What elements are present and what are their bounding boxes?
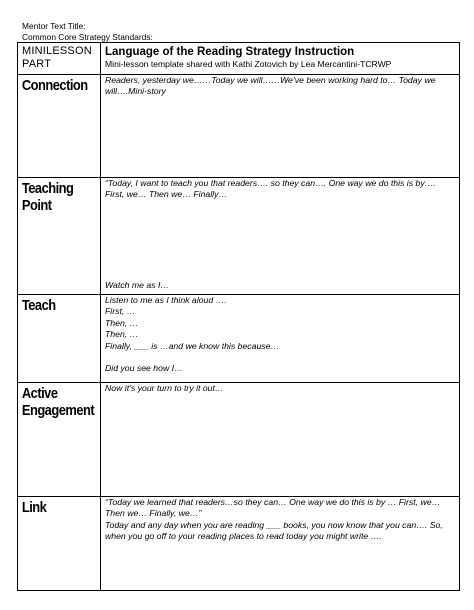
active-engagement-label-line2: Engagement (21, 402, 94, 419)
teach-line-blank (101, 352, 459, 363)
language-header-cell (101, 43, 460, 75)
row-connection (18, 75, 460, 178)
link-label: Link (18, 497, 89, 591)
teach-line: First, … (105, 306, 136, 317)
link-text-2: Today and any day when you are reading ___ books, you now know that you can…. So, when you go off to your reading places to read today you might write …. (105, 519, 443, 542)
teach-line: Finally, ___ is …and we know this because… (105, 340, 280, 351)
teach-line: Then, … (105, 317, 139, 328)
language-header-subtitle: Mini-lesson template shared with Kathi Zotovich by Lea Mercantini-TCRWP (105, 59, 392, 69)
teach-line: Did you see how I… (105, 363, 183, 374)
mentor-text-title-label: Mentor Text Title: (22, 21, 86, 31)
active-engagement-text-cell (101, 383, 460, 497)
row-teaching-point (18, 178, 460, 295)
teaching-point-text: “Today, I want to teach you that readers…. so they can…. One way we do this is by…. First, we… Then we… Finally… (105, 178, 436, 200)
teach-label: Teach (18, 295, 89, 383)
teach-line: Then, … (105, 329, 139, 340)
row-active-engagement (18, 383, 460, 497)
row-link (18, 497, 460, 591)
teaching-point-watch-me: Watch me as I… (105, 279, 170, 290)
standards-label: Common Core Strategy Standards: (22, 32, 153, 42)
active-engagement-label (18, 383, 94, 497)
teaching-point-label-line2: Point (21, 197, 52, 214)
active-engagement-label-line1: Active (21, 385, 58, 402)
connection-text-cell (101, 75, 460, 178)
language-header-title: Language of the Reading Strategy Instruction (105, 46, 355, 58)
minilesson-part-header: MINILESSON PART (18, 43, 101, 75)
teaching-point-text-cell (101, 178, 460, 295)
active-engagement-text: Now it’s your turn to try it out… (105, 383, 224, 393)
document-header (22, 21, 153, 43)
link-text-1: “Today we learned that readers…so they can… One way we do this is by … First, we… Then we… Finally, we…” (105, 497, 441, 519)
connection-label: Connection (18, 75, 89, 178)
minilesson-table (17, 42, 460, 591)
connection-text: Readers, yesterday we……Today we will……We’ve been working hard to… Today we will….Mini-story (105, 75, 436, 97)
teaching-point-label-line1: Teaching (21, 180, 73, 197)
teaching-point-label (18, 178, 89, 295)
teach-line: Listen to me as I think aloud …. (105, 295, 227, 305)
row-teach (18, 295, 460, 383)
teach-text-cell (101, 295, 460, 383)
link-text-cell (101, 497, 460, 591)
table-header-row (18, 43, 460, 75)
